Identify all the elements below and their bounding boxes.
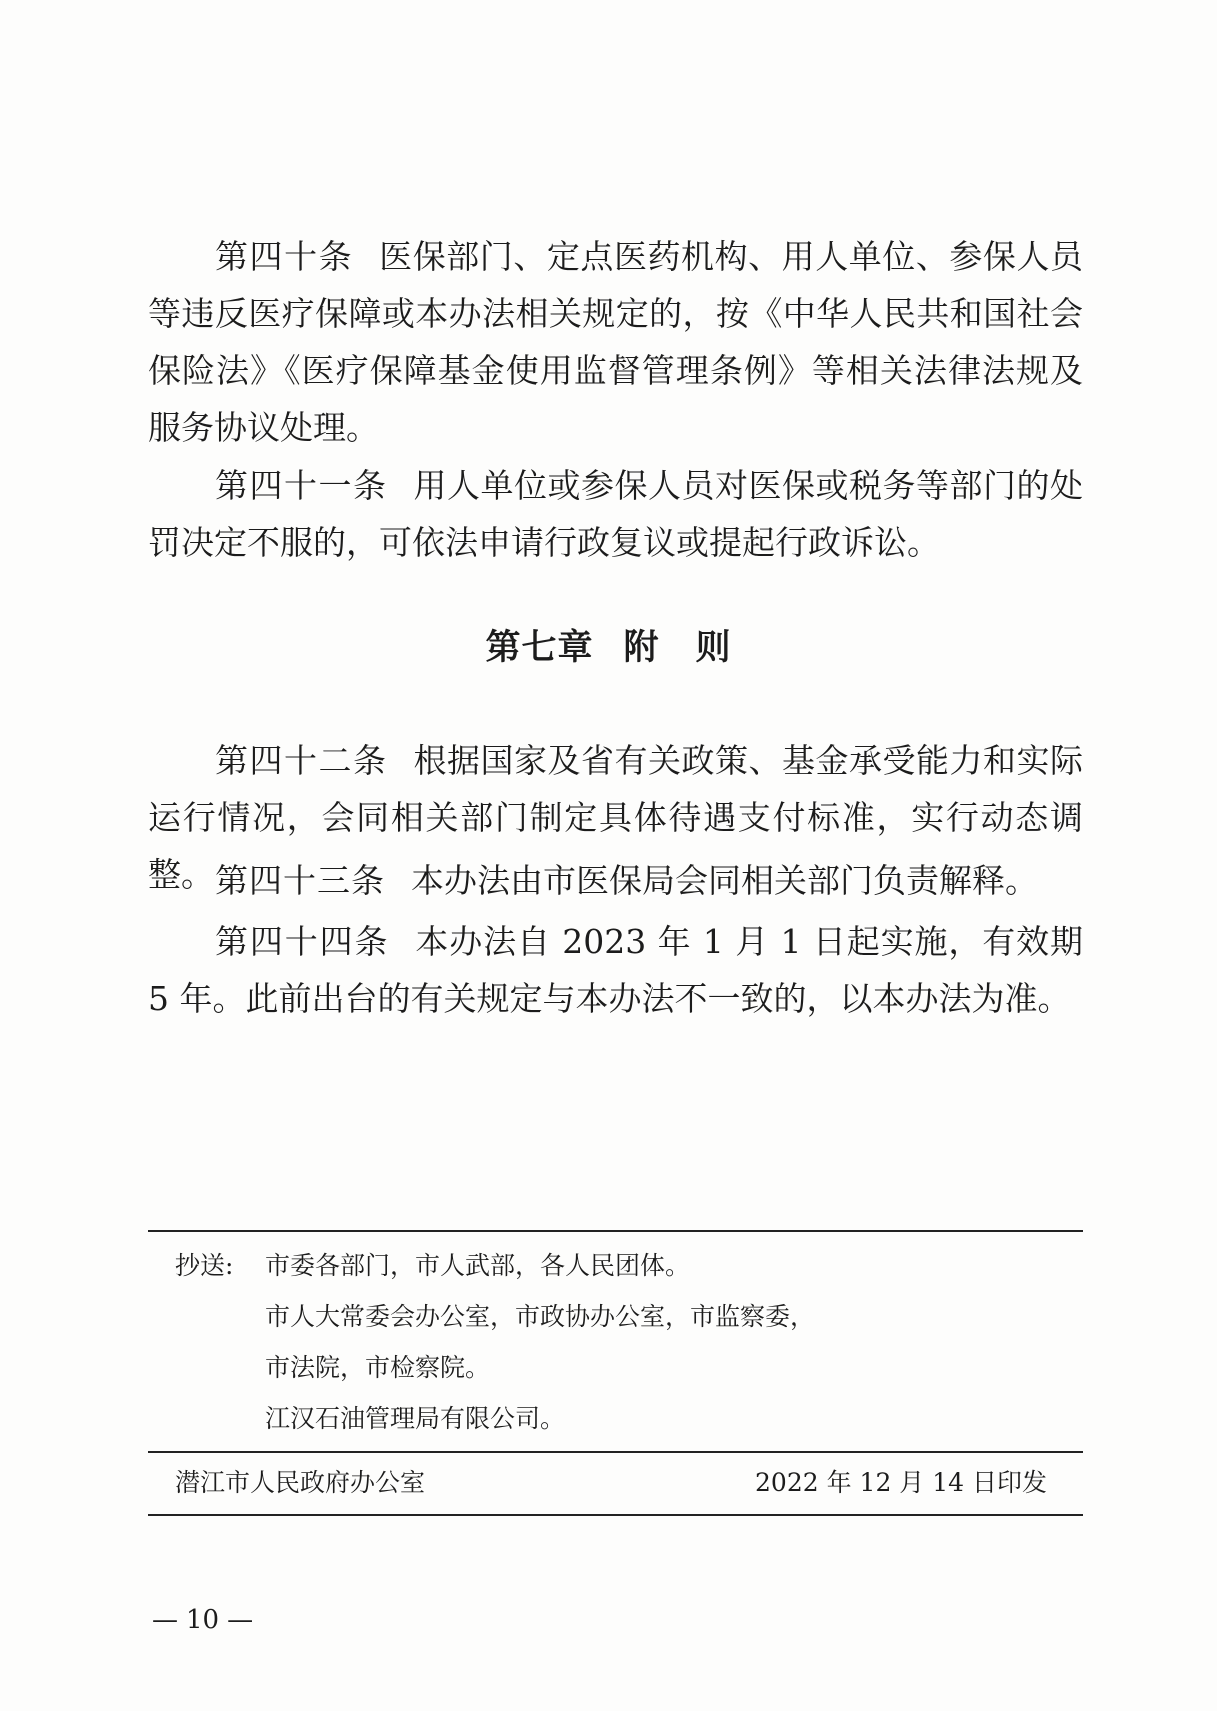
article-43-text: 本办法由市医保局会同相关部门负责解释。 [411, 861, 1038, 900]
article-42-number: 第四十二条 [215, 741, 388, 780]
distribution-line: 江汉石油管理局有限公司。 [265, 1404, 566, 1433]
issue-date: 2022 年 12 月 14 日印发 [755, 1468, 1047, 1497]
article-40-text: 医保部门、定点医药机构、用人单位、参保人员等违反医疗保障或本办法相关规定的，按《中华人民共和国社会保险法》《医疗保障基金使用监督管理条例》等相关法律法规及服务协议处理。 [148, 237, 1084, 447]
chapter-number: 第七章 [485, 627, 594, 668]
dash-right: — [227, 1605, 254, 1635]
distribution-line: 市法院，市检察院。 [265, 1353, 491, 1382]
article-43-number: 第四十三条 [215, 861, 385, 900]
article-41-text: 用人单位或参保人员对医保或税务等部门的处罚决定不服的，可依法申请行政复议或提起行政诉讼。 [148, 466, 1083, 562]
issuing-office: 潜江市人民政府办公室 [175, 1468, 426, 1497]
article-41-number: 第四十一条 [215, 466, 388, 505]
article-41 [148, 457, 1083, 571]
article-40 [148, 228, 1083, 456]
article-44-number: 第四十四条 [215, 922, 390, 961]
distribution-line: 市委各部门，市人武部，各人民团体。 [265, 1251, 691, 1280]
page-number [148, 1605, 257, 1635]
chapter-heading [0, 620, 1217, 670]
article-43 [148, 852, 1083, 909]
article-42-text: 根据国家及省有关政策、基金承受能力和实际运行情况，会同相关部门制定具体待遇支付标准，实行动态调整。 [148, 741, 1083, 894]
article-40-number: 第四十条 [215, 237, 354, 276]
distribution-label: 抄送: [175, 1251, 234, 1280]
distribution-line: 市人大常委会办公室，市政协办公室，市监察委， [265, 1302, 816, 1331]
divider-top [148, 1230, 1083, 1232]
page-number-value: 10 [186, 1605, 220, 1635]
distribution-list [265, 1240, 815, 1444]
chapter-title: 附 则 [623, 627, 732, 668]
article-44 [148, 913, 1083, 1027]
dash-left: — [152, 1605, 178, 1635]
article-44-text: 本办法自 2023 年 1 月 1 日起实施，有效期 5 年。此前出台的有关规定与本办法不一致的，以本办法为准。 [148, 922, 1084, 1018]
divider-middle [148, 1451, 1083, 1453]
divider-bottom [148, 1514, 1083, 1516]
